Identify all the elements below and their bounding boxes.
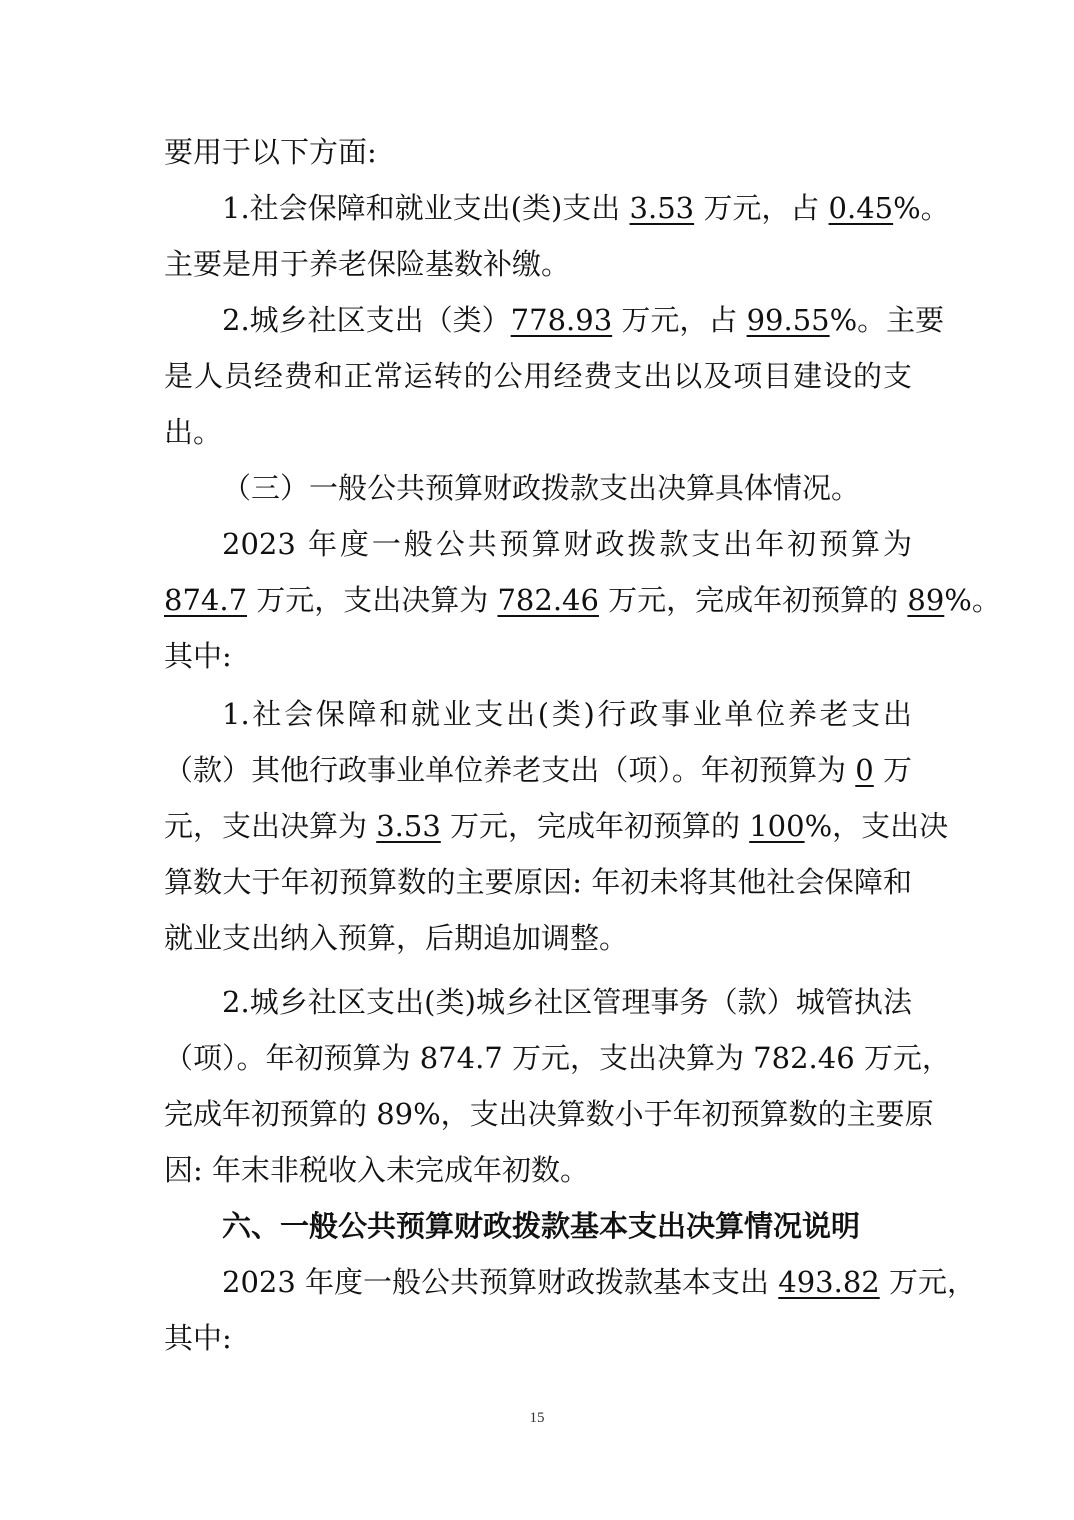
text-segment: 要用于以下方面: <box>164 135 377 169</box>
text-line <box>222 974 912 1030</box>
text-line <box>164 1086 934 1142</box>
text-line <box>164 742 912 798</box>
underlined-value: 3.53 <box>376 809 441 843</box>
text-segment: （三）一般公共预算财政拨款支出决算具体情况。 <box>222 471 861 505</box>
text-line <box>164 910 912 966</box>
text-segment: （项）。年初预算为 874.7 万元，支出决算为 782.46 万元， <box>164 1041 951 1075</box>
underlined-value: 3.53 <box>629 191 695 225</box>
text-line <box>164 348 912 404</box>
text-segment: 算数大于年初预算数的主要原因: 年初未将其他社会保障和 <box>164 865 912 899</box>
text-segment: 元，支出决算为 <box>164 809 377 843</box>
text-segment: 1.社会保障和就业支出(类)支出 <box>222 191 630 225</box>
text-line <box>222 516 912 572</box>
text-line <box>164 124 912 180</box>
text-line <box>222 292 945 348</box>
text-segment: %。主要 <box>829 303 945 337</box>
underlined-value: 778.93 <box>510 303 613 337</box>
text-segment: %。 <box>893 191 950 225</box>
underlined-value: 493.82 <box>778 1265 880 1299</box>
underlined-value: 782.46 <box>497 583 599 617</box>
text-segment: （款）其他行政事业单位养老支出（项）。年初预算为 <box>164 753 856 787</box>
text-segment: %，支出决 <box>804 809 949 843</box>
text-segment: 2.城乡社区支出（类） <box>222 303 511 337</box>
text-segment: 就业支出纳入预算，后期追加调整。 <box>164 921 629 955</box>
text-line <box>164 572 1001 628</box>
text-segment: 出。 <box>164 415 223 449</box>
text-line <box>164 798 949 854</box>
text-segment: 2.城乡社区支出(类)城乡社区管理事务（款）城管执法 <box>222 985 912 1019</box>
text-segment: 万元，占 <box>694 191 829 225</box>
text-segment: 是人员经费和正常运转的公用经费支出以及项目建设的支 <box>164 359 912 393</box>
underlined-value: 0 <box>855 753 874 787</box>
underlined-value: 874.7 <box>164 583 248 617</box>
underlined-value: 0.45 <box>828 191 894 225</box>
section-subheading <box>222 460 912 516</box>
text-segment: 完成年初预算的 89%，支出决算数小于年初预算数的主要原 <box>164 1097 934 1131</box>
text-line <box>164 1142 912 1198</box>
text-line <box>222 180 950 236</box>
section-heading <box>222 1198 912 1254</box>
text-segment: 万元，完成年初预算的 <box>440 809 750 843</box>
text-segment: 1.社会保障和就业支出(类)行政事业单位养老支出 <box>222 697 912 731</box>
text-segment: 2023 年度一般公共预算财政拨款支出年初预算为 <box>222 527 912 561</box>
underlined-value: 89 <box>907 583 945 617</box>
text-line <box>164 1030 951 1086</box>
text-segment: 六、一般公共预算财政拨款基本支出决算情况说明 <box>222 1209 861 1243</box>
text-line <box>222 686 912 742</box>
text-segment: 万 <box>873 753 912 787</box>
text-segment: 万元， <box>879 1265 976 1299</box>
text-segment: 其中: <box>164 1321 232 1355</box>
text-line <box>164 404 912 460</box>
text-segment: 其中: <box>164 639 232 673</box>
underlined-value: 100 <box>749 809 805 843</box>
text-segment: 因: 年末非税收入未完成年初数。 <box>164 1153 589 1187</box>
text-line <box>222 1254 976 1310</box>
text-segment: 万元，支出决算为 <box>247 583 498 617</box>
text-segment: %。 <box>944 583 1001 617</box>
underlined-value: 99.55 <box>746 303 830 337</box>
text-segment: 2023 年度一般公共预算财政拨款基本支出 <box>222 1265 779 1299</box>
page-number: 15 <box>529 1410 545 1426</box>
text-line <box>164 1310 912 1366</box>
text-line <box>164 236 912 292</box>
text-segment: 主要是用于养老保险基数补缴。 <box>164 247 571 281</box>
text-line <box>164 628 912 684</box>
text-segment: 万元，完成年初预算的 <box>598 583 908 617</box>
text-line <box>164 854 912 910</box>
text-segment: 万元，占 <box>612 303 747 337</box>
